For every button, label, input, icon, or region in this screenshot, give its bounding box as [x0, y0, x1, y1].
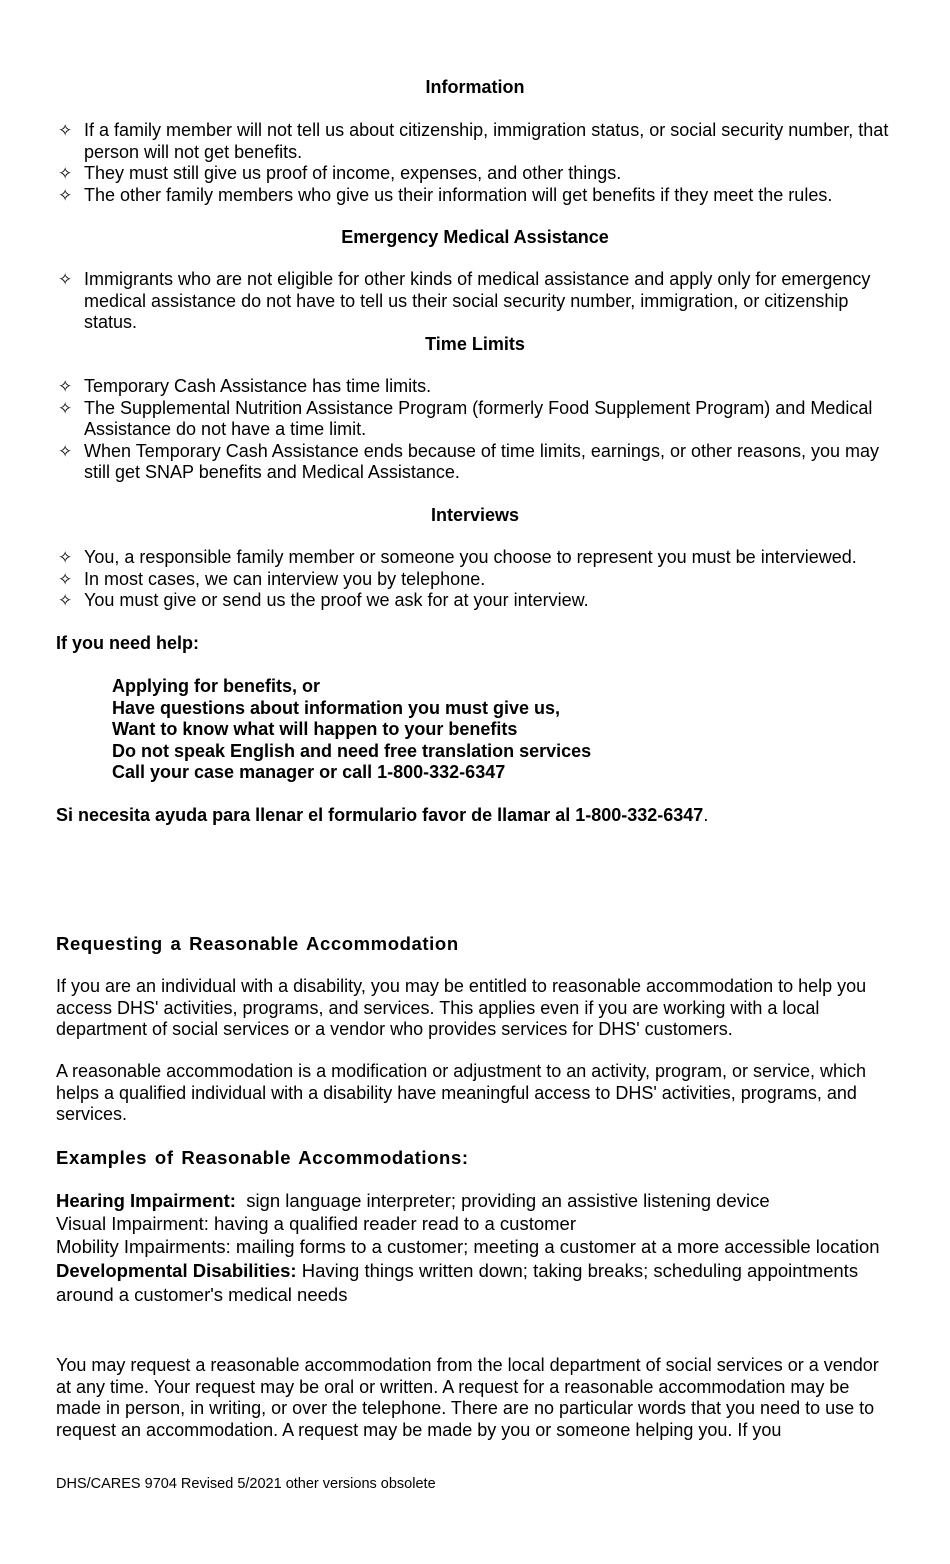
interviews-list [56, 547, 896, 612]
form-footer: DHS/CARES 9704 Revised 5/2021 other versions obsolete [56, 1476, 436, 1492]
example-visual: Visual Impairment: having a qualified reader read to a customer [56, 1213, 576, 1234]
list-item: ✧ Immigrants who are not eligible for other kinds of medical assistance and apply only for emergency medical assistance do not have to tell us their social security number, immigration, or citizenship status. [58, 269, 871, 332]
accommodation-heading: Requesting a Reasonable Accommodation [56, 933, 459, 954]
example-hearing-text: sign language interpreter; providing an assistive listening device [246, 1190, 770, 1211]
star-outline-icon: ✧ [58, 377, 73, 396]
help-line: Want to know what will happen to your benefits [112, 719, 518, 739]
example-developmental-text: Having things written down; taking breaks; scheduling appointments around a customer's medical needs [56, 1259, 859, 1305]
spanish-help-period: . [703, 805, 709, 825]
example-developmental-label: Developmental Disabilities: [56, 1259, 297, 1281]
star-outline-icon: ✧ [58, 441, 73, 461]
information-list [56, 120, 896, 206]
star-outline-icon: ✧ [58, 270, 73, 289]
star-outline-icon: ✧ [58, 548, 73, 567]
examples-list [56, 1189, 896, 1308]
list-item: ✧ If a family member will not tell us about citizenship, immigration status, or social security number, that person will not get benefits. [58, 120, 889, 162]
star-outline-icon: ✧ [58, 185, 73, 205]
help-line: Do not speak English and need free translation services [112, 740, 592, 761]
list-item: ✧ The other family members who give us their information will get benefits if they meet the rules. [58, 184, 833, 205]
accommodation-para-3: You may request a reasonable accommodation from the local department of social services or a vendor at any time. Your request may be oral or written. A request for a reasonable accommodation may be made in person, in writing, or over the telephone. There are no particular words that you need to use to request an accommodation. A request may be made by you or someone helping you. If you [56, 1355, 879, 1440]
star-outline-icon: ✧ [58, 398, 73, 418]
help-lines [112, 676, 812, 784]
emergency-heading: Emergency Medical Assistance [341, 227, 609, 247]
star-outline-icon: ✧ [58, 591, 73, 610]
accommodation-para-2: A reasonable accommodation is a modification or adjustment to an activity, program, or service, which helps a qualified individual with a disability have meaningful access to DHS' activities, programs, and services. [56, 1061, 867, 1124]
spanish-help-text: Si necesita ayuda para llenar el formulario favor de llamar al 1-800-332-6347 [56, 805, 704, 825]
interviews-heading: Interviews [430, 505, 520, 525]
help-line: Applying for benefits, or [112, 676, 321, 696]
spanish-help [56, 805, 896, 827]
star-outline-icon: ✧ [58, 121, 73, 140]
examples-heading: Examples of Reasonable Accommodations: [56, 1147, 469, 1168]
example-hearing [56, 1189, 896, 1212]
star-outline-icon: ✧ [58, 569, 73, 589]
time-limits-list [56, 376, 896, 484]
list-item: ✧ You, a responsible family member or someone you choose to represent you must be interviewed. [58, 547, 857, 567]
help-title: If you need help: [56, 633, 200, 653]
help-line: Call your case manager or call 1-800-332-6347 [112, 762, 506, 782]
time-limits-heading: Time Limits [425, 334, 525, 354]
list-item: ✧ When Temporary Cash Assistance ends because of time limits, earnings, or other reasons, you may still get SNAP benefits and Medical Assistance. [58, 440, 880, 482]
list-item: ✧ In most cases, we can interview you by telephone. [58, 568, 486, 589]
list-item: ✧ You must give or send us the proof we ask for at your interview. [58, 590, 589, 610]
accommodation-para-1: If you are an individual with a disability, you may be entitled to reasonable accommodation to help you access DHS' activities, programs, and services. This applies even if you are working with a local department of social services or a vendor who provides services for DHS' customers. [56, 976, 867, 1039]
example-hearing-label: Hearing Impairment: [56, 1190, 236, 1211]
information-heading: Information [425, 77, 525, 97]
emergency-list [56, 269, 896, 334]
list-item: ✧ Temporary Cash Assistance has time limits. [58, 376, 432, 396]
star-outline-icon: ✧ [58, 164, 73, 183]
example-developmental [56, 1259, 896, 1308]
help-line: Have questions about information you must give us, [112, 697, 561, 718]
example-mobility: Mobility Impairments: mailing forms to a customer; meeting a customer at a more accessible location [56, 1236, 880, 1257]
list-item: ✧ The Supplemental Nutrition Assistance Program (formerly Food Supplement Program) and Medical Assistance do not have a time limit. [58, 397, 873, 439]
list-item: ✧ They must still give us proof of income, expenses, and other things. [58, 163, 622, 183]
